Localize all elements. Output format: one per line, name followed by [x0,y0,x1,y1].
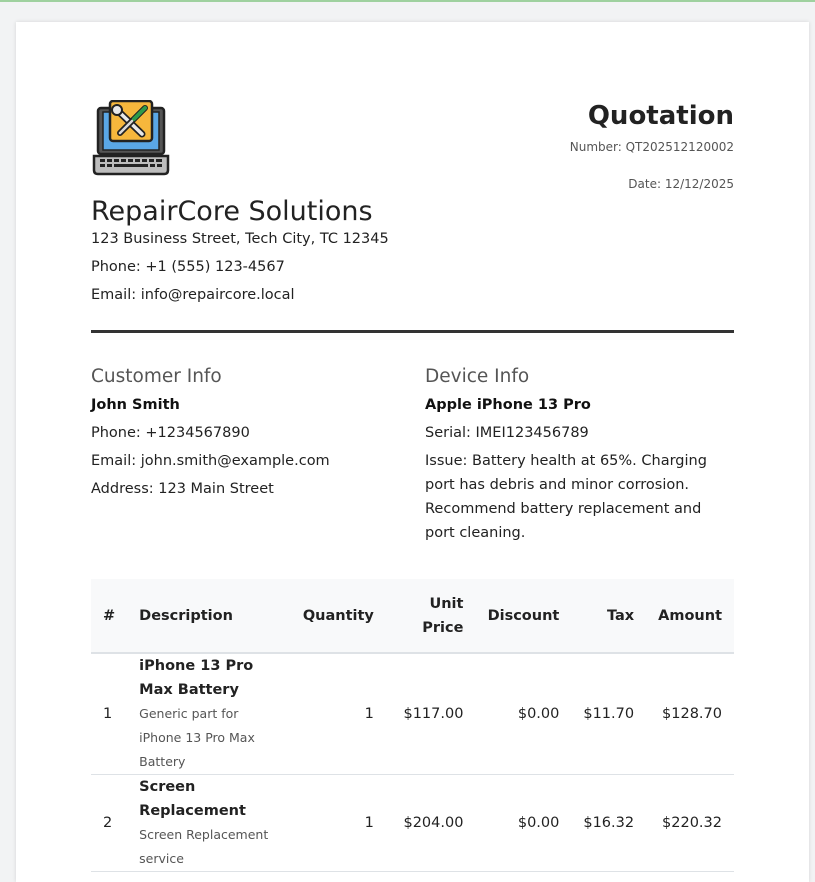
col-header-index: # [91,579,127,653]
col-header-amount: Amount [646,579,734,653]
customer-phone: Phone: +1234567890 [91,425,250,441]
row-quantity: 1 [291,775,386,872]
item-description: Screen Replacement service [139,827,269,866]
col-header-unit-price [386,579,476,653]
quotation-number: Number: QT202512120002 [569,140,734,154]
row-discount: $0.00 [475,653,571,775]
laptop-repair-tools-icon [92,100,170,176]
row-unit-price: $117.00 [386,653,476,775]
table-row [91,775,734,872]
row-amount: $220.32 [646,775,734,872]
row-amount: $128.70 [646,653,734,775]
top-accent-line [0,0,815,2]
device-issue: Issue: Battery health at 65%. Charging port has debris and minor corrosion. Recommend battery replacement and port cleaning. [425,453,707,541]
customer-info-heading: Customer Info [91,366,222,387]
quotation-date: Date: 12/12/2025 [628,177,734,191]
row-tax: $16.32 [571,775,646,872]
table-header-row [91,579,734,653]
row-discount: $0.00 [475,775,571,872]
col-header-quantity: Quantity [291,579,386,653]
row-unit-price: $204.00 [386,775,476,872]
col-header-unit-price-label: Unit Price [422,595,464,636]
customer-name: John Smith [91,397,180,413]
table-row [91,653,734,775]
col-header-discount: Discount [475,579,571,653]
item-name: Screen Replacement [139,779,246,819]
item-name: iPhone 13 Pro Max Battery [139,658,254,698]
device-name: Apple iPhone 13 Pro [425,397,591,413]
col-header-description: Description [127,579,291,653]
header-divider [91,330,734,333]
row-description [127,775,291,872]
company-phone: Phone: +1 (555) 123-4567 [91,259,285,275]
row-index: 1 [91,653,127,775]
line-items-table [91,579,734,872]
row-quantity: 1 [291,653,386,775]
company-name: RepairCore Solutions [91,196,373,227]
device-info-heading: Device Info [425,366,530,387]
row-tax: $11.70 [571,653,646,775]
customer-address: Address: 123 Main Street [91,481,274,497]
quotation-title: Quotation [587,101,734,131]
device-serial: Serial: IMEI123456789 [425,425,589,441]
company-email: Email: info@repaircore.local [91,287,295,303]
company-address: 123 Business Street, Tech City, TC 12345 [91,231,389,247]
row-index: 2 [91,775,127,872]
col-header-tax: Tax [571,579,646,653]
customer-email: Email: john.smith@example.com [91,453,330,469]
item-description: Generic part for iPhone 13 Pro Max Battery [139,706,255,769]
row-description [127,653,291,775]
